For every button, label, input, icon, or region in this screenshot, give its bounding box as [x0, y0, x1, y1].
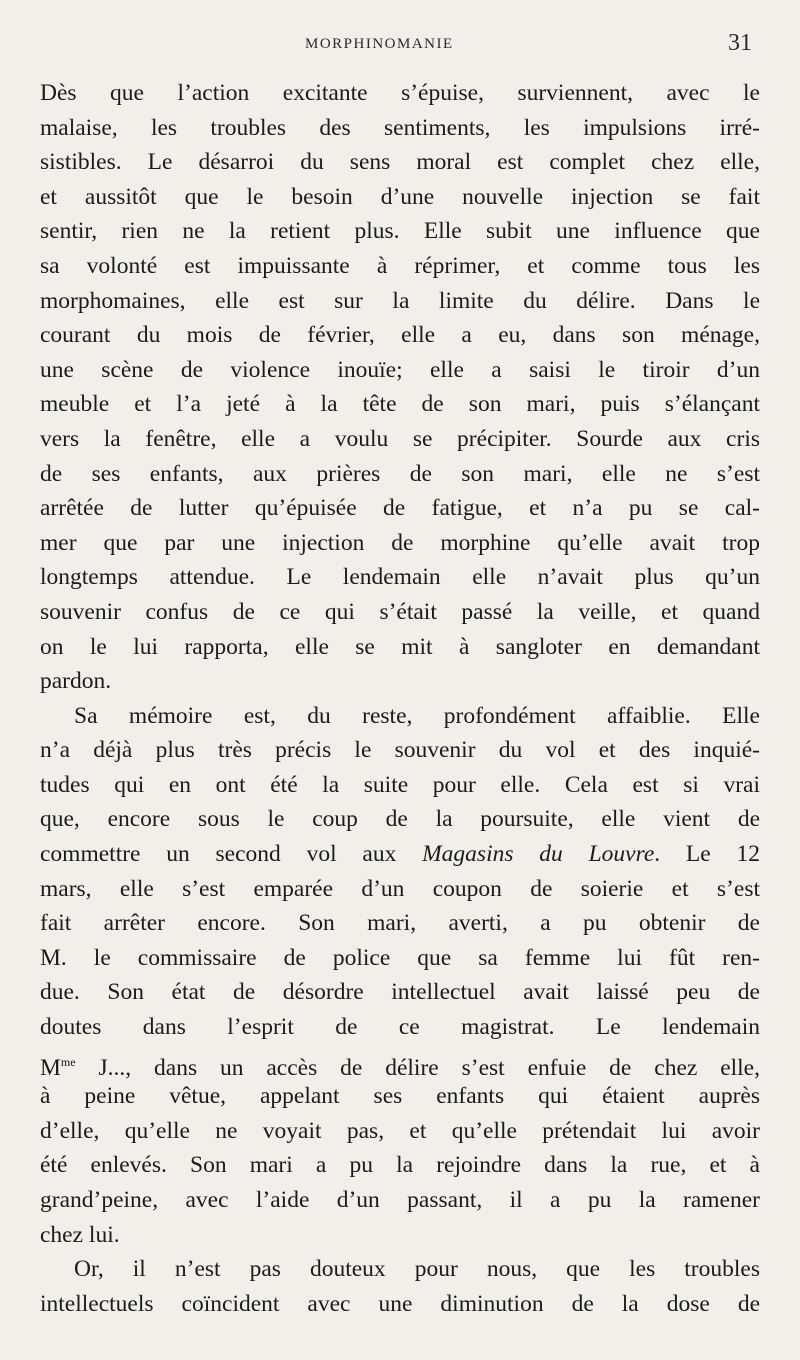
- text-line: mer que par une injection de morphine qu’elle avait trop: [40, 529, 760, 556]
- text-line-paragraph-start: Sa mémoire est, du reste, profondément affaiblie. Elle: [74, 702, 760, 729]
- text-line: malaise, les troubles des sentiments, les impulsions irré-: [40, 114, 760, 141]
- page-number: 31: [728, 30, 752, 56]
- text-line: n’a déjà plus très précis le souvenir du vol et des inquié-: [40, 737, 760, 764]
- body-text: [40, 76, 760, 1321]
- text-line: sistibles. Le désarroi du sens moral est complet chez elle,: [40, 149, 760, 176]
- text-line: sa volonté est impuissante à réprimer, et comme tous les: [40, 252, 760, 279]
- text-line-paragraph-start: Or, il n’est pas douteux pour nous, que les troubles: [74, 1256, 760, 1283]
- superscript: me: [60, 1054, 76, 1069]
- abbreviation: M: [40, 1054, 61, 1081]
- text-line-paragraph-end: pardon.: [40, 668, 112, 695]
- text-line: et aussitôt que le besoin d’une nouvelle injection se fait: [40, 183, 760, 210]
- text-run: . Le 12: [654, 841, 761, 868]
- text-line: mars, elle s’est emparée d’un coupon de soierie et s’est: [40, 875, 760, 902]
- text-line: vers la fenêtre, elle a voulu se précipiter. Sourde aux cris: [40, 425, 760, 452]
- text-line-with-abbreviation: [40, 1045, 760, 1080]
- text-line: doutes dans l’esprit de ce magistrat. Le lendemain: [40, 1014, 760, 1041]
- text-line: été enlevés. Son mari a pu la rejoindre dans la rue, et à: [40, 1152, 760, 1179]
- text-line: Dès que l’action excitante s’épuise, surviennent, avec le: [40, 80, 760, 106]
- text-line: souvenir confus de ce qui s’était passé la veille, et quand: [40, 598, 760, 625]
- text-line: grand’peine, avec l’aide d’un passant, il a pu la ramener: [40, 1187, 760, 1213]
- text-line: à peine vêtue, appelant ses enfants qui étaient auprès: [40, 1083, 760, 1110]
- text-line: on le lui rapporta, elle se mit à sangloter en demandant: [40, 633, 760, 660]
- running-head: [0, 30, 800, 60]
- text-line: morphomaines, elle est sur la limite du délire. Dans le: [40, 287, 760, 314]
- text-line: intellectuels coïncident avec une diminution de la dose de: [40, 1290, 760, 1317]
- text-line: que, encore sous le coup de la poursuite, elle vient de: [40, 806, 760, 833]
- text-line: une scène de violence inouïe; elle a saisi le tiroir d’un: [40, 356, 760, 383]
- text-line-with-italic: [40, 837, 760, 872]
- text-line: due. Son état de désordre intellectuel avait laissé peu de: [40, 979, 760, 1006]
- text-line: longtemps attendue. Le lendemain elle n’avait plus qu’un: [40, 564, 760, 591]
- running-title: MORPHINOMANIE: [305, 36, 454, 52]
- text-line: arrêtée de lutter qu’épuisée de fatigue, et n’a pu se cal-: [40, 495, 760, 522]
- text-line: tudes qui en ont été la suite pour elle. Cela est si vrai: [40, 771, 760, 798]
- text-line: de ses enfants, aux prières de son mari, elle ne s’est: [40, 460, 760, 487]
- text-line: M. le commissaire de police que sa femme lui fût ren-: [40, 944, 760, 971]
- text-line: courant du mois de février, elle a eu, dans son ménage,: [40, 322, 760, 349]
- text-line: d’elle, qu’elle ne voyait pas, et qu’elle prétendait lui avoir: [40, 1117, 760, 1144]
- text-run: commettre un second vol aux: [40, 841, 423, 868]
- text-line: meuble et l’a jeté à la tête de son mari, puis s’élançant: [40, 391, 760, 418]
- text-line-paragraph-end: chez lui.: [40, 1221, 120, 1248]
- italic-store-name: Magasins du Louvre: [422, 841, 655, 868]
- text-line: fait arrêter encore. Son mari, averti, a pu obtenir de: [40, 910, 760, 937]
- text-run: J..., dans un accès de délire s’est enfuie de chez elle,: [75, 1054, 760, 1081]
- text-line: sentir, rien ne la retient plus. Elle subit une influence que: [40, 218, 760, 245]
